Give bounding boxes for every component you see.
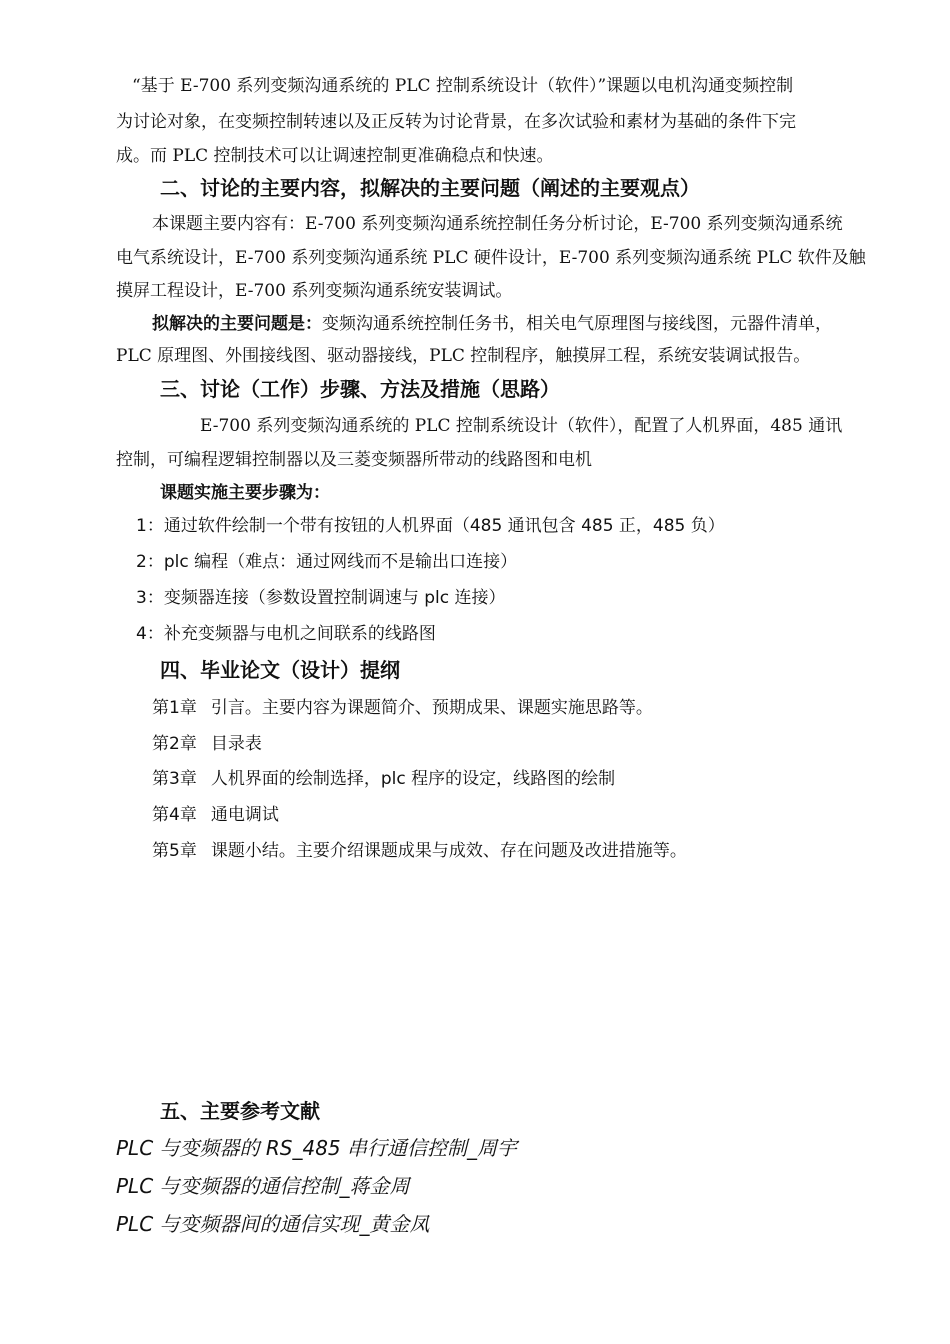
steps-label: 课题实施主要步骤为： bbox=[160, 483, 330, 503]
chapter-3-text: 人机界面的绘制选择，plc 程序的设定，线路图的绘制 bbox=[210, 769, 616, 789]
problems-text: 变频沟通系统控制任务书，相关电气原理图与接线图，元器件清单， bbox=[322, 314, 832, 334]
section-2-line-2: 电气系统设计，E-700 系列变频沟通系统 PLC 硬件设计，E-700 系列变频沟通系统 PLC 软件及触 bbox=[116, 248, 866, 268]
chapter-1-text: 引言。主要内容为课题简介、预期成果、课题实施思路等。 bbox=[210, 698, 653, 718]
section-2-line-1: 本课题主要内容有：E-700 系列变频沟通系统控制任务分析讨论，E-700 系列变频沟通系统 bbox=[152, 214, 843, 234]
step-2: 2：plc 编程（难点：通过网线而不是输出口连接） bbox=[136, 552, 518, 572]
chapter-2-num: 第2章 bbox=[152, 734, 197, 754]
problems-label: 拟解决的主要问题是： bbox=[152, 314, 322, 334]
chapter-5-text: 课题小结。主要介绍课题成果与成效、存在问题及改进措施等。 bbox=[210, 841, 687, 861]
chapter-2-text: 目录表 bbox=[210, 734, 262, 754]
chapter-5-num: 第5章 bbox=[152, 841, 197, 861]
section-2-problems-line bbox=[152, 312, 832, 336]
chapter-1 bbox=[152, 696, 653, 720]
intro-line-1: “基于 E-700 系列变频沟通系统的 PLC 控制系统设计（软件）”课题以电机沟通变频控制 bbox=[132, 76, 794, 96]
section-5-heading: 五、主要参考文献 bbox=[160, 1099, 320, 1123]
step-4: 4：补充变频器与电机之间联系的线路图 bbox=[136, 624, 436, 644]
section-3-line-1: E-700 系列变频沟通系统的 PLC 控制系统设计（软件），配置了人机界面，485 通讯 bbox=[200, 416, 843, 436]
chapter-4-num: 第4章 bbox=[152, 805, 197, 825]
chapter-5 bbox=[152, 839, 687, 863]
step-1: 1：通过软件绘制一个带有按钮的人机界面（485 通讯包含 485 正，485 负） bbox=[136, 516, 725, 536]
chapter-3-num: 第3章 bbox=[152, 769, 197, 789]
step-3: 3：变频器连接（参数设置控制调速与 plc 连接） bbox=[136, 588, 506, 608]
intro-line-3: 成。而 PLC 控制技术可以让调速控制更准确稳点和快速。 bbox=[116, 146, 554, 166]
chapter-4-text: 通电调试 bbox=[210, 805, 279, 825]
intro-line-2: 为讨论对象，在变频控制转速以及正反转为讨论背景，在多次试验和素材为基础的条件下完 bbox=[116, 112, 796, 132]
section-3-heading: 三、讨论（工作）步骤、方法及措施（思路） bbox=[160, 377, 560, 401]
reference-3: PLC 与变频器间的通信实现_黄金凤 bbox=[116, 1212, 430, 1236]
reference-1: PLC 与变频器的 RS_485 串行通信控制_周宇 bbox=[116, 1136, 518, 1160]
chapter-3 bbox=[152, 767, 615, 791]
chapter-1-num: 第1章 bbox=[152, 698, 197, 718]
section-2-problems-line-2: PLC 原理图、外围接线图、驱动器接线，PLC 控制程序，触摸屏工程，系统安装调试报告。 bbox=[116, 346, 811, 366]
section-4-heading: 四、毕业论文（设计）提纲 bbox=[160, 658, 400, 682]
section-3-line-2: 控制，可编程逻辑控制器以及三菱变频器所带动的线路图和电机 bbox=[116, 450, 592, 470]
reference-2: PLC 与变频器的通信控制_蒋金周 bbox=[116, 1174, 410, 1198]
section-2-heading: 二、讨论的主要内容，拟解决的主要问题（阐述的主要观点） bbox=[160, 176, 700, 200]
chapter-4 bbox=[152, 803, 279, 827]
section-2-line-3: 摸屏工程设计，E-700 系列变频沟通系统安装调试。 bbox=[116, 281, 513, 301]
chapter-2 bbox=[152, 732, 262, 756]
